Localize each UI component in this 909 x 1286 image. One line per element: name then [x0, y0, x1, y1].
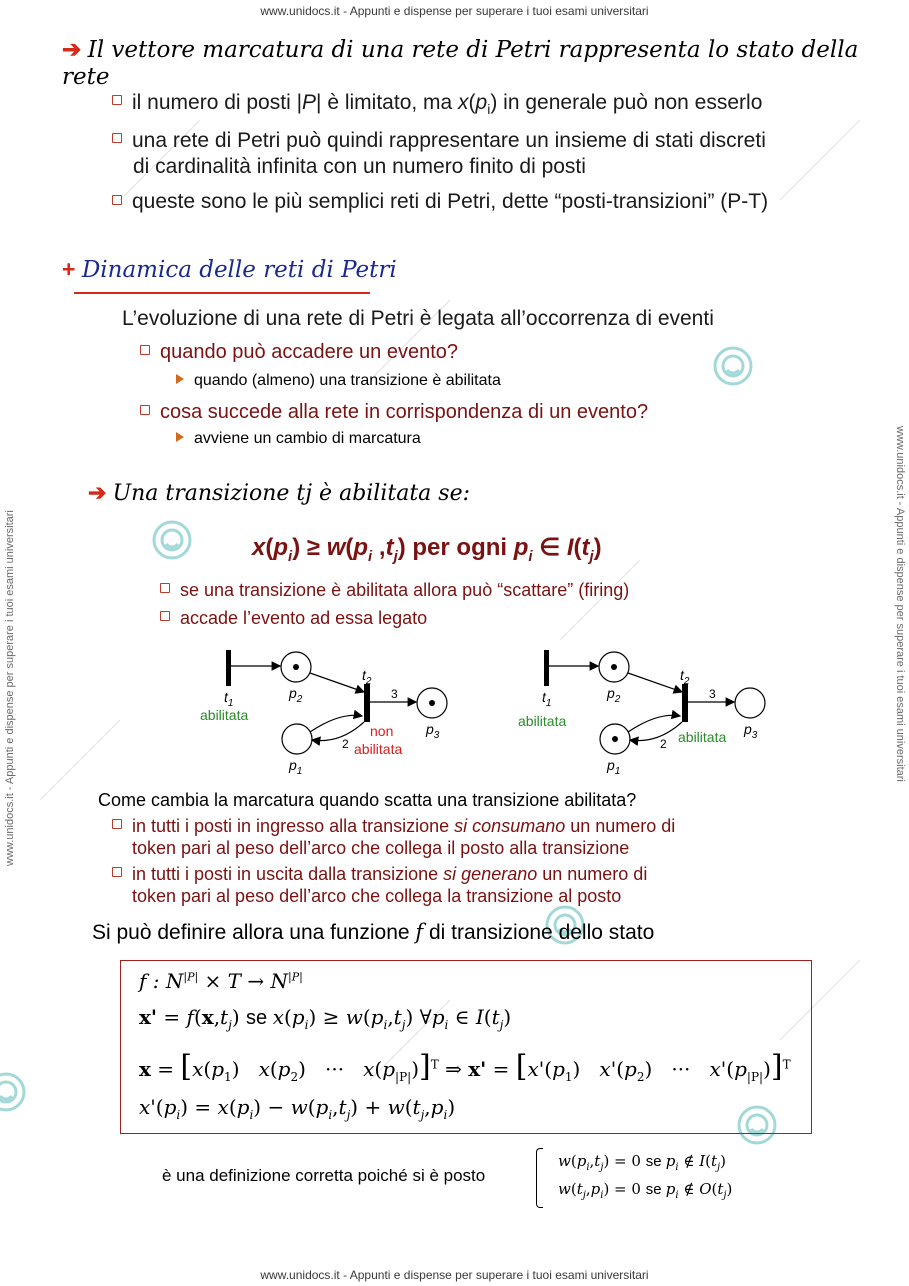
weight-2: 2 [342, 737, 349, 751]
petri-net-right [518, 650, 765, 777]
arrow-icon: ➔ [62, 36, 82, 62]
label-t1: $t_1$ [542, 689, 552, 709]
handwritten-note-enabled [88, 480, 470, 506]
underline [74, 292, 370, 294]
function-intro: Si può definire allora una funzione f di transizione dello stato [92, 920, 655, 944]
firing-bullet-2: accade l’evento ad essa legato [160, 608, 427, 630]
square-bullet-icon [112, 867, 122, 877]
watermark-right: www.unidocs.it - Appunti e dispense per superare i tuoi esami universitari [894, 426, 906, 782]
label-t2-status-line2: abilitata [354, 741, 403, 757]
arc-t2-p1 [312, 722, 364, 741]
formula-line-1: f : $N^{|P|} \times T \to N^{|P|}$ [139, 969, 303, 993]
handwritten-text: Il vettore marcatura di una rete di Petri rappresenta lo stato della rete [62, 37, 859, 90]
label-p1: $p_1$ [607, 757, 621, 777]
firing-bullet-1: se una transizione è abilitata allora può “scattare” (firing) [160, 580, 629, 602]
change-bullet-1: in tutti i posti in ingresso alla transizione si consumano un numero di token pari al peso dell’arco che collega il posto alla transizione [112, 816, 812, 859]
handwritten-heading-dynamics [62, 256, 397, 283]
definition-case-1: $w(p_i,t_j) = 0$ se $p_i$ ∉ $I(t_j)$ [558, 1152, 726, 1173]
square-bullet-icon [112, 133, 122, 143]
token [429, 700, 435, 706]
place-p1 [282, 724, 312, 754]
label-t1: $t_1$ [224, 689, 234, 709]
handwritten-note-state [62, 36, 909, 90]
arrow-bullet-icon [176, 374, 184, 384]
petri-net-diagrams [190, 640, 810, 780]
transition-t2-bar [682, 684, 688, 722]
square-bullet-icon [160, 583, 170, 593]
label-t2: $t_2$ [362, 667, 372, 687]
label-p1: $p_1$ [289, 757, 303, 777]
formula-line-3: $x = [x(p_1)$ $x(p_2)$ ··· $x(p_{|P|})]^T$ ⇒ $x' = [x'(p_1)$ $x'(p_2)$ ··· $x'(p_{|P|})]^T$ [139, 1049, 791, 1084]
transition-t2-bar [364, 684, 370, 722]
square-bullet-icon [140, 405, 150, 415]
watermark-top[interactable]: www.unidocs.it - Appunti e dispense per superare i tuoi esami universitari [260, 4, 649, 18]
square-bullet-icon [160, 611, 170, 621]
list-item: una rete di Petri può quindi rappresentare un insieme di stati discreti [112, 128, 902, 154]
token [611, 664, 617, 670]
plus-icon: + [62, 256, 76, 282]
square-bullet-icon [140, 345, 150, 355]
enabling-condition-formula: $x(p_i) \ge w(p_i$ $,t_j$) per ogni $p_i$ ∈ $I(t_j)$ [252, 534, 602, 565]
label-t2-status-line1: non [370, 723, 394, 739]
change-question: Come cambia la marcatura quando scatta una transizione abilitata? [98, 790, 637, 810]
arc-p2-t2 [628, 673, 682, 692]
handwritten-text: Una transizione tj è abilitata se: [112, 481, 471, 506]
weight-3: 3 [709, 687, 716, 701]
question-2: cosa succede alla rete in corrispondenza di un evento? [140, 400, 648, 425]
square-bullet-icon [112, 95, 122, 105]
token [612, 736, 618, 742]
label-t1-status: abilitata [518, 713, 567, 729]
arrow-icon: ➔ [88, 480, 107, 505]
label-t2: $t_2$ [680, 667, 690, 687]
watermark-logo-icon [715, 348, 751, 384]
handwritten-text: Dinamica delle reti di Petri [81, 257, 397, 283]
label-p3: $p_3$ [744, 721, 758, 741]
label-t1-status: abilitata [200, 707, 249, 723]
watermark-logo-icon [0, 1074, 24, 1110]
formula-line-4: $x'(p_i) = x(p_i) - w(p_i,t_j) + w(t_j,p_i)$ [139, 1095, 456, 1122]
bullet-list-top [112, 90, 902, 215]
formula-line-2: $x' = f(x,t_j)$ se $x(p_i) \ge w(p_i,t_j)$ $\forall p_i$ ∈ $I(t_j)$ [139, 1005, 512, 1032]
change-bullet-2: in tutti i posti in uscita dalla transizione si generano un numero di token pari al peso dell’arco che collega la transizione al posto [112, 864, 812, 907]
arrow-bullet-icon [176, 432, 184, 442]
square-bullet-icon [112, 819, 122, 829]
watermark-bottom[interactable]: www.unidocs.it - Appunti e dispense per superare i tuoi esami universitari [260, 1268, 649, 1282]
transition-t1-bar [226, 650, 231, 686]
transition-t1-bar [544, 650, 549, 686]
question-1: quando può accadere un evento? [140, 340, 458, 365]
brace [536, 1148, 543, 1208]
label-t2-status: abilitata [678, 729, 727, 745]
petri-net-left [200, 650, 447, 777]
weight-2: 2 [660, 737, 667, 751]
answer-1: quando (almeno) una transizione è abilitata [176, 372, 501, 390]
label-p2: $p_2$ [607, 685, 621, 705]
definition-text: è una definizione corretta poiché si è posto [162, 1166, 486, 1185]
weight-3: 3 [391, 687, 398, 701]
list-item: il numero di posti |P| è limitato, ma $x(p_i)$ in generale può non esserlo [112, 90, 902, 119]
answer-2: avviene un cambio di marcatura [176, 430, 421, 448]
square-bullet-icon [112, 195, 122, 205]
definition-case-2: $w(t_j,p_i) = 0$ se $p_i$ ∉ $O(t_j)$ [558, 1180, 733, 1201]
label-p2: $p_2$ [289, 685, 303, 705]
label-p3: $p_3$ [426, 721, 440, 741]
list-item-continuation: di cardinalità infinita con un numero finito di posti [133, 154, 586, 178]
token [293, 664, 299, 670]
arc-t2-p1 [630, 722, 682, 741]
arc-p2-t2 [310, 673, 364, 692]
place-p3 [735, 688, 765, 718]
evolution-intro: L’evoluzione di una rete di Petri è legata all’occorrenza di eventi [122, 307, 714, 330]
list-item: queste sono le più semplici reti di Petri, dette “posti-transizioni” (P-T) [112, 189, 902, 215]
watermark-logo-icon [154, 522, 190, 558]
formula-box [120, 960, 812, 1134]
watermark-left: www.unidocs.it - Appunti e dispense per superare i tuoi esami universitari [4, 510, 16, 866]
